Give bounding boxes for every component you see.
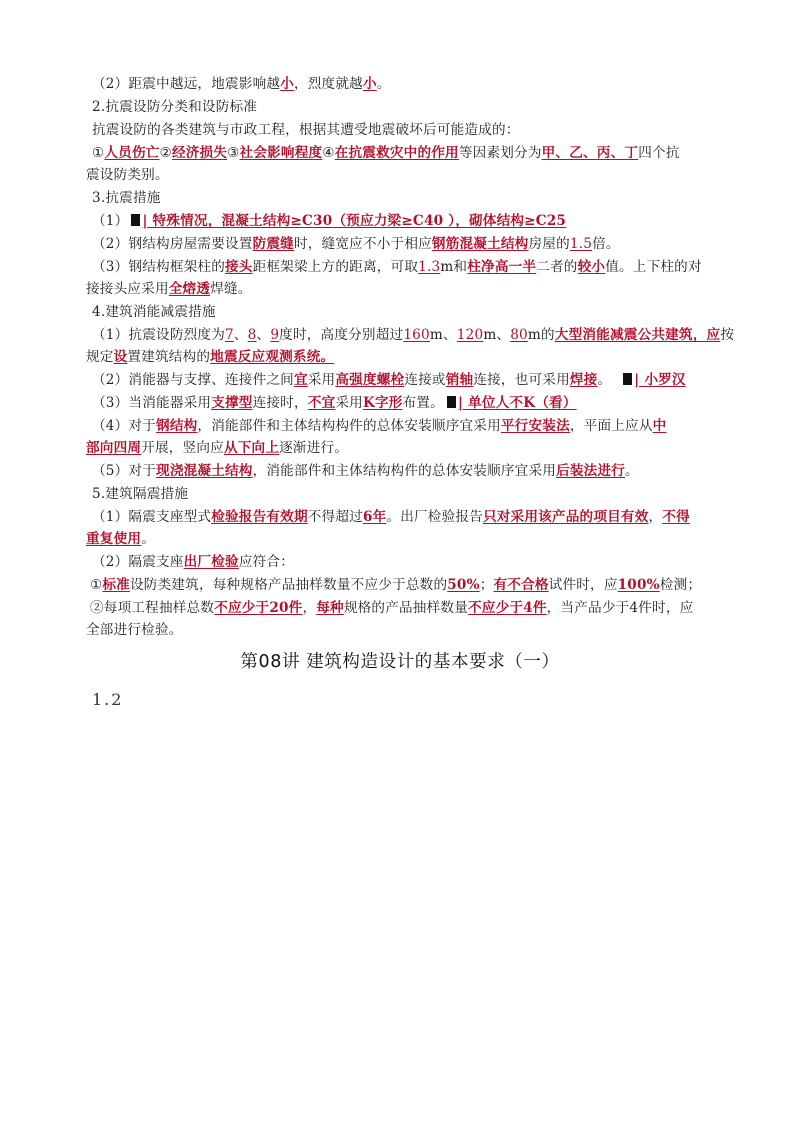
text-line: （1）抗震设防烈度为7、8、9度时，高度分别超过160m、120m、80m的大型消能减震公共建筑，应按 <box>92 327 735 343</box>
text-line: （2）隔震支座出厂检验应符合： <box>92 554 294 570</box>
text-line: （2）钢结构房屋需要设置防震缝时，缝宽应不小于相应钢筋混凝土结构房屋的1.5倍。 <box>92 236 620 252</box>
black-box-icon <box>623 373 632 385</box>
text-line: ①标准设防类建筑，每种规格产品抽样数量不应少于总数的50%；有不合格试件时，应100%检测； <box>90 577 702 593</box>
text-line: 震设防类别。 <box>86 167 169 183</box>
text-line: （2）消能器与支撑、连接件之间宜采用高强度螺栓连接或销轴连接，也可采用焊接。 | 小罗汉 <box>92 372 686 388</box>
section-heading: 4.建筑消能减震措施 <box>92 304 216 320</box>
text-line: （4）对于钢结构，消能部件和主体结构构件的总体安装顺序宜采用平行安装法，平面上应从中 <box>92 418 667 434</box>
section-heading: 2.抗震设防分类和设防标准 <box>92 99 258 115</box>
text-line: 抗震设防的各类建筑与市政工程，根据其遭受地震破坏后可能造成的： <box>92 122 520 138</box>
text-line: 接接头应采用全熔透焊缝。 <box>86 281 252 297</box>
text-line: 规定设置建筑结构的地震反应观测系统。 <box>86 349 335 365</box>
section-heading: 5.建筑隔震措施 <box>92 486 189 502</box>
text-line: （3）钢结构框架柱的接头距框架梁上方的距离，可取1.3m和柱净高一半二者的较小值。上下柱的对 <box>92 259 702 275</box>
text-line: （1）隔震支座型式检验报告有效期不得超过6年。出厂检验报告只对采用该产品的项目有效，不得 <box>92 509 690 525</box>
subsection-number: 1.2 <box>92 690 124 709</box>
black-box-icon <box>447 396 456 408</box>
section-heading: 3.抗震措施 <box>92 190 161 206</box>
text-line: ①人员伤亡②经济损失③社会影响程度④在抗震救灾中的作用等因素划分为甲、乙、丙、丁四个抗 <box>92 145 680 161</box>
text-line: 重复使用。 <box>86 531 155 547</box>
text-line: 全部进行检验。 <box>86 622 183 638</box>
text-line: （5）对于现浇混凝土结构，消能部件和主体结构构件的总体安装顺序宜采用后装法进行。 <box>92 463 639 479</box>
text-line: 部向四周开展，竖向应从下向上逐渐进行。 <box>86 440 349 456</box>
text-line: （3）当消能器采用支撑型连接时，不宜采用K字形布置。 | 单位人不K（看） <box>92 395 577 411</box>
lecture-title: 第08讲 建筑构造设计的基本要求（一） <box>240 652 560 672</box>
text-line: ②每项工程抽样总数不应少于20件，每种规格的产品抽样数量不应少于4件，当产品少于4件时，应 <box>90 600 694 616</box>
text-line: （1） | 特殊情况，混凝土结构≥C30（预应力梁≥C40 ），砌体结构≥C25 <box>92 213 567 229</box>
text-line: （2）距震中越远，地震影响越小，烈度就越小。 <box>92 76 391 92</box>
black-box-icon <box>131 214 140 226</box>
